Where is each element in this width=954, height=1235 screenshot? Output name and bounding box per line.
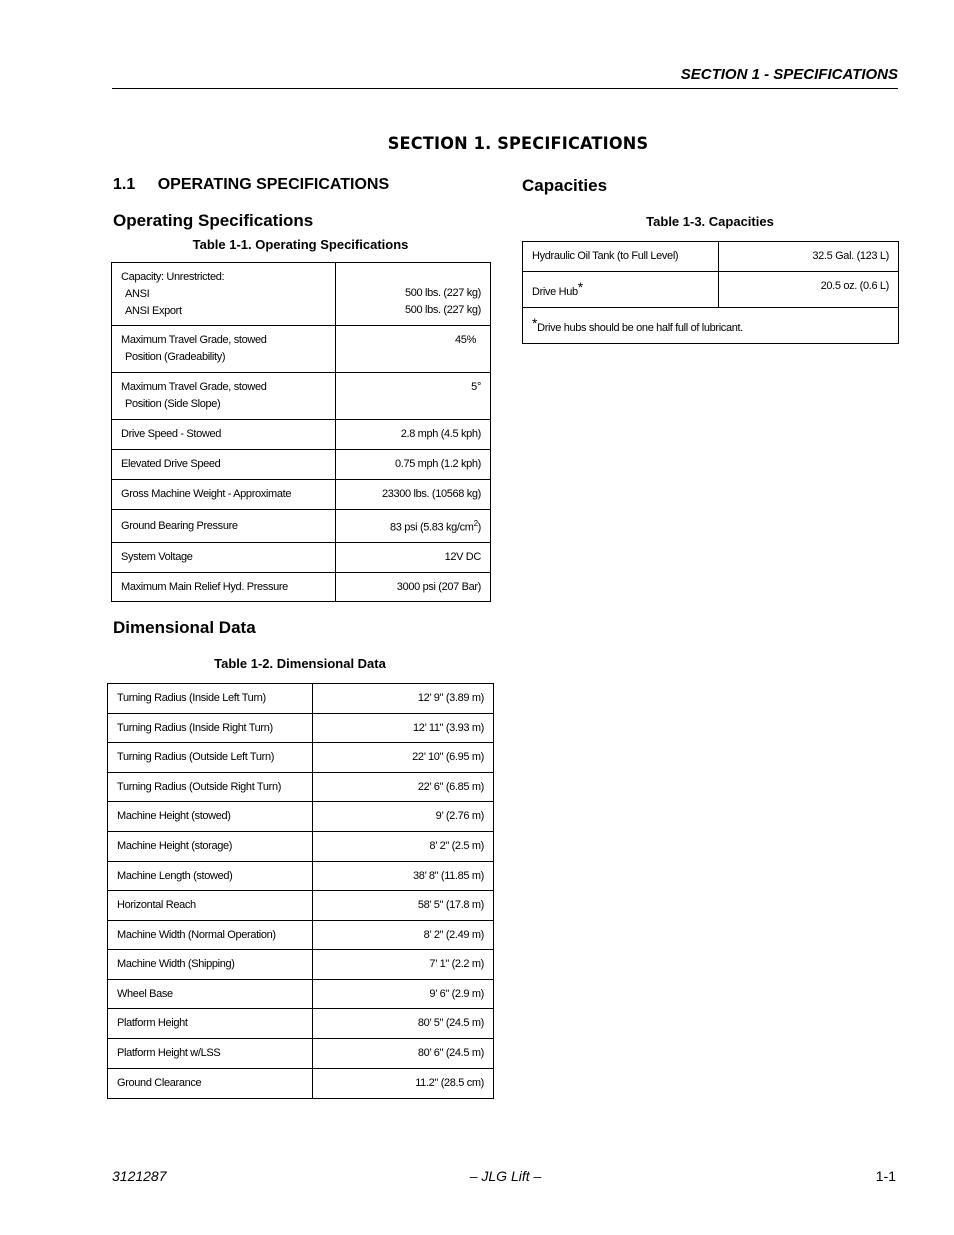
bearing-value-sup: 2 — [473, 519, 478, 529]
table-cell-label: Turning Radius (Outside Left Turn) — [108, 743, 313, 773]
ansi-value: 500 lbs. (227 kg) — [405, 287, 481, 299]
table-cell-label: Wheel Base — [108, 980, 313, 1009]
table-row — [108, 714, 494, 743]
table-cell-label: Machine Height (stowed) — [108, 802, 313, 832]
table-cell-value: 80’ 5" (24.5 m) — [313, 1009, 494, 1039]
footnote-text: Drive hubs should be one half full of lubricant. — [537, 321, 743, 334]
dimensional-data-heading: Dimensional Data — [113, 618, 256, 637]
bearing-value — [336, 510, 491, 543]
table-cell-value: 2.8 mph (4.5 kph) — [336, 420, 491, 450]
table-cell-label: Machine Height (storage) — [108, 832, 313, 862]
doc-number: 3121287 — [112, 1168, 167, 1184]
table-row — [108, 802, 494, 832]
table-cell-label: Maximum Main Relief Hyd. Pressure — [112, 573, 336, 602]
table-row — [523, 272, 899, 308]
capacity-value-cell — [336, 263, 491, 326]
table-cell-label: Horizontal Reach — [108, 891, 313, 921]
table-row — [108, 891, 494, 921]
capacities-caption: Table 1-3. Capacities — [646, 214, 774, 229]
table-cell-value: 3000 psi (207 Bar) — [336, 573, 491, 602]
table-cell-value: 38’ 8" (11.85 m) — [313, 862, 494, 891]
capacities-table — [522, 241, 899, 344]
table-cell-label: Turning Radius (Inside Right Turn) — [108, 714, 313, 743]
table-row — [523, 308, 899, 344]
table-row — [108, 684, 494, 714]
operating-specs-table — [111, 262, 491, 602]
table-cell-value: 12V DC — [336, 543, 491, 573]
table-cell-label: Gross Machine Weight - Approximate — [112, 480, 336, 510]
footer-brand: – JLG Lift – — [469, 1168, 542, 1184]
table-cell-value: 12’ 9" (3.89 m) — [313, 684, 494, 714]
table-row — [112, 543, 491, 573]
grade-label-2: Position (Gradeability) — [125, 351, 226, 363]
table-cell-label: Machine Width (Normal Operation) — [108, 921, 313, 950]
table-cell-value: 9’ (2.76 m) — [313, 802, 494, 832]
table-row — [108, 921, 494, 950]
table-cell-value: 0.75 mph (1.2 kph) — [336, 450, 491, 480]
bearing-value-close: ) — [477, 521, 481, 534]
table-cell-value: 9’ 6" (2.9 m) — [313, 980, 494, 1009]
drive-hub-label: Drive Hub — [532, 285, 578, 298]
dimensional-data-table — [107, 683, 494, 1099]
table-cell-label: System Voltage — [112, 543, 336, 573]
table-row — [108, 980, 494, 1009]
page-number: 1-1 — [875, 1168, 896, 1184]
page-title: SECTION 1. SPECIFICATIONS — [387, 134, 649, 154]
table-cell-label: Drive Speed - Stowed — [112, 420, 336, 450]
footnote-mark: * — [532, 314, 538, 331]
operating-specs-caption: Table 1-1. Operating Specifications — [192, 237, 409, 252]
dimensional-data-caption: Table 1-2. Dimensional Data — [214, 656, 386, 671]
table-row — [112, 373, 491, 420]
grade-value: 45% — [336, 326, 491, 373]
table-row — [108, 862, 494, 891]
table-cell-value: 23300 lbs. (10568 kg) — [336, 480, 491, 510]
slope-value: 5° — [336, 373, 491, 420]
table-cell-label: Turning Radius (Outside Right Turn) — [108, 773, 313, 802]
drive-hub-label-cell — [523, 272, 719, 308]
table-row — [112, 326, 491, 373]
table-cell-label: Turning Radius (Inside Left Turn) — [108, 684, 313, 714]
table-row — [108, 743, 494, 773]
table-row — [108, 1039, 494, 1069]
drive-hub-value: 20.5 oz. (0.6 L) — [719, 272, 899, 308]
table-cell-value: 22’ 10" (6.95 m) — [313, 743, 494, 773]
table-row — [108, 1009, 494, 1039]
slope-label-2: Position (Side Slope) — [125, 398, 221, 410]
table-cell-label: Hydraulic Oil Tank (to Full Level) — [523, 242, 719, 272]
ansi-export-label: ANSI Export — [125, 305, 182, 317]
capacity-label: Capacity: Unrestricted: — [121, 271, 225, 283]
ansi-export-value: 500 lbs. (227 kg) — [405, 304, 481, 316]
table-cell-value: 32.5 Gal. (123 L) — [719, 242, 899, 272]
table-cell-value: 11.2" (28.5 cm) — [313, 1069, 494, 1099]
table-cell-value: 8’ 2" (2.49 m) — [313, 921, 494, 950]
table-cell-value: 8’ 2" (2.5 m) — [313, 832, 494, 862]
table-cell-label — [112, 326, 336, 373]
slope-label-1: Maximum Travel Grade, stowed — [121, 381, 267, 393]
page-header — [112, 64, 898, 89]
table-row — [108, 773, 494, 802]
capacity-label-cell — [112, 263, 336, 326]
footnote-mark: * — [577, 278, 583, 295]
table-cell-label: Platform Height w/LSS — [108, 1039, 313, 1069]
table-cell-label: Ground Clearance — [108, 1069, 313, 1099]
header-section-title: SECTION 1 - SPECIFICATIONS — [680, 66, 898, 83]
section-heading — [113, 176, 389, 194]
table-cell-label: Platform Height — [108, 1009, 313, 1039]
table-cell-label: Machine Width (Shipping) — [108, 950, 313, 980]
capacities-heading: Capacities — [522, 176, 608, 195]
bearing-value-text: 83 psi (5.83 kg/cm — [389, 521, 474, 534]
table-row — [112, 480, 491, 510]
table-cell-value: 7’ 1" (2.2 m) — [313, 950, 494, 980]
table-row — [108, 950, 494, 980]
table-row — [112, 450, 491, 480]
table-cell-label — [112, 373, 336, 420]
table-row — [108, 832, 494, 862]
ansi-label: ANSI — [125, 288, 150, 300]
section-number: 1.1 — [113, 176, 136, 193]
table-cell-label: Ground Bearing Pressure — [112, 510, 336, 543]
table-row — [112, 510, 491, 543]
grade-label-1: Maximum Travel Grade, stowed — [121, 334, 267, 346]
footnote-cell — [523, 308, 899, 344]
table-cell-label: Elevated Drive Speed — [112, 450, 336, 480]
table-row — [112, 573, 491, 602]
table-cell-label: Machine Length (stowed) — [108, 862, 313, 891]
table-cell-value: 22’ 6" (6.85 m) — [313, 773, 494, 802]
table-row — [112, 263, 491, 326]
table-row — [108, 1069, 494, 1099]
table-cell-value: 12’ 11" (3.93 m) — [313, 714, 494, 743]
table-row — [523, 242, 899, 272]
table-row — [112, 420, 491, 450]
table-cell-value: 80’ 6" (24.5 m) — [313, 1039, 494, 1069]
operating-specs-heading: Operating Specifications — [113, 211, 314, 230]
section-title: OPERATING SPECIFICATIONS — [157, 176, 390, 193]
table-cell-value: 58’ 5" (17.8 m) — [313, 891, 494, 921]
